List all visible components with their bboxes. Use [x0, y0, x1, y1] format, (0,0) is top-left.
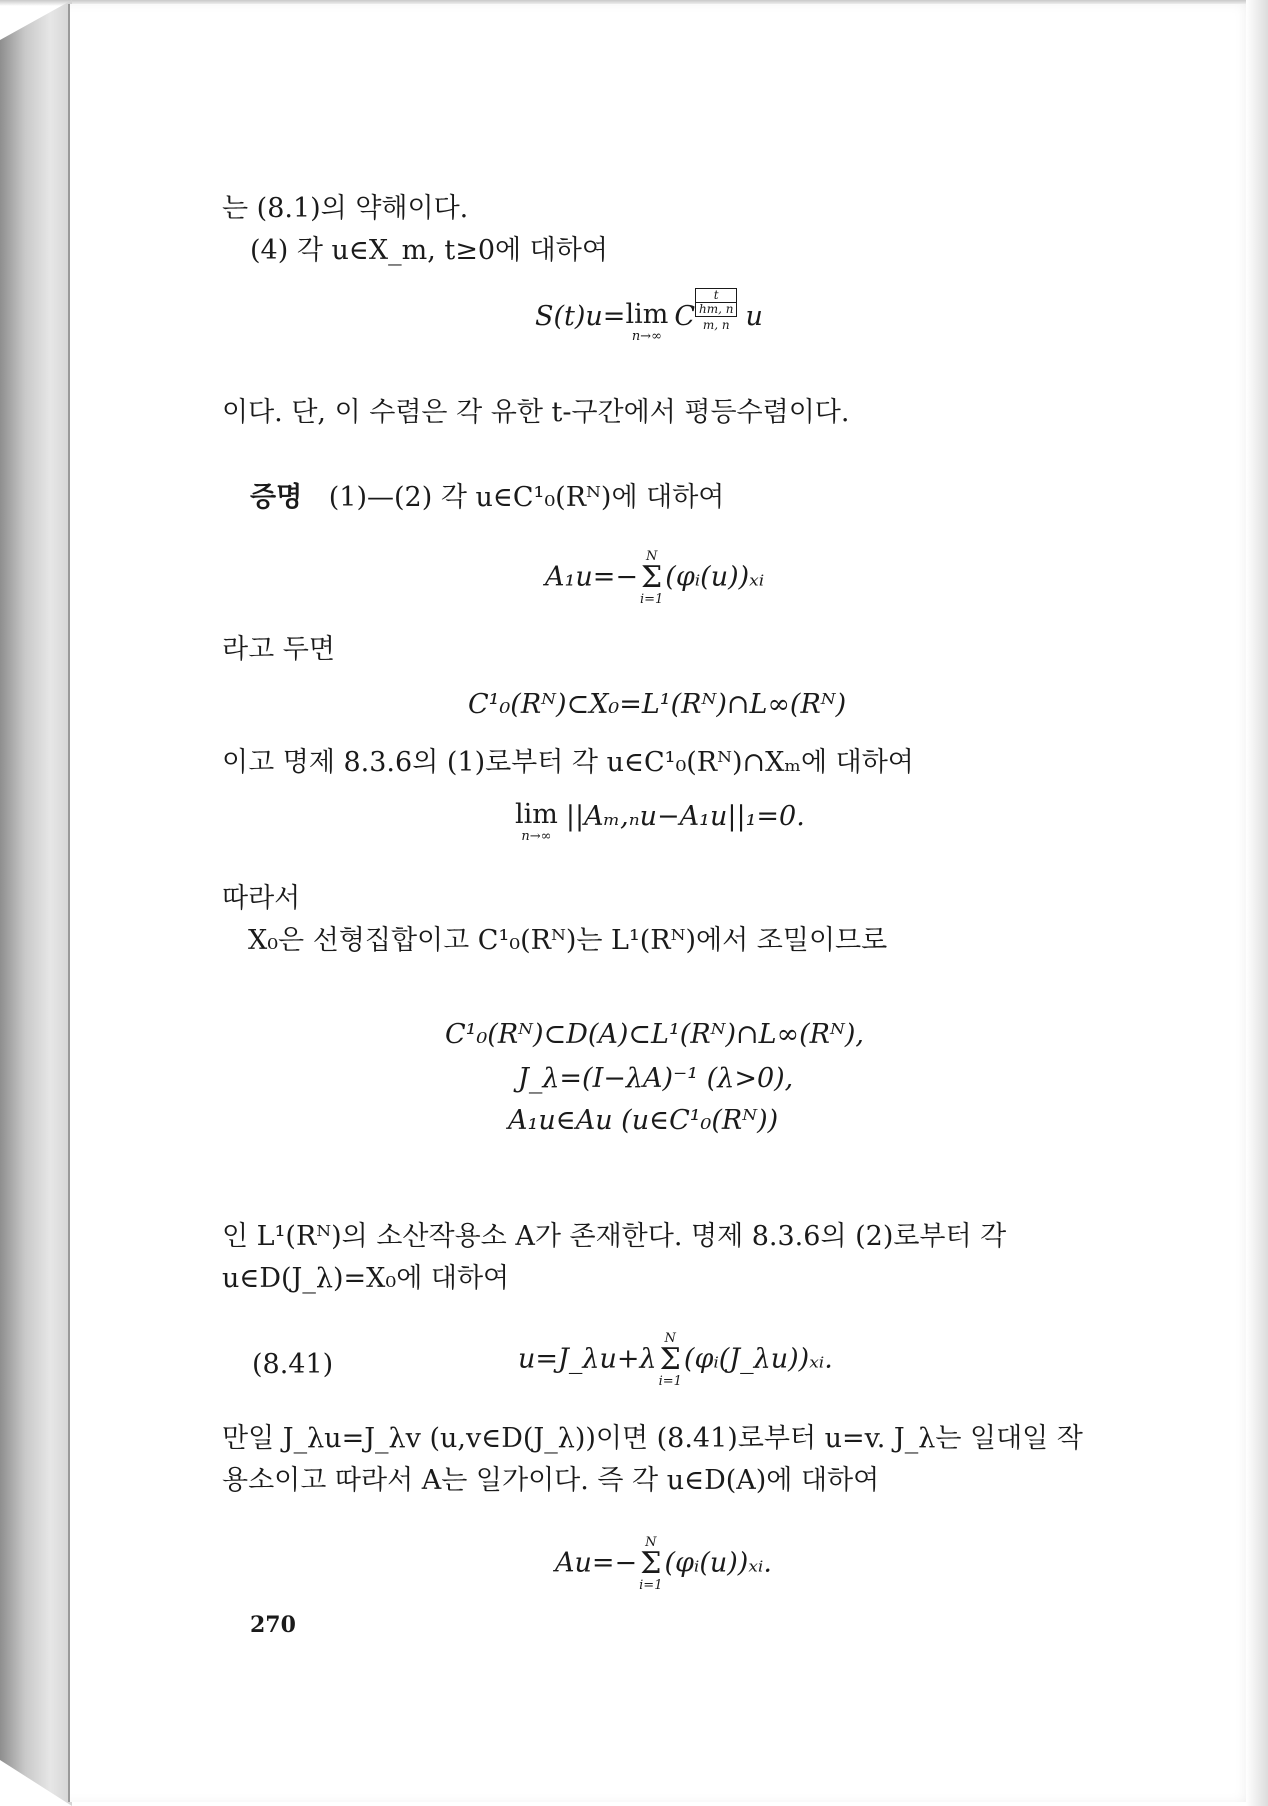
page-right-shadow — [1246, 0, 1268, 1806]
equation-A1 — [545, 550, 764, 606]
equation-Au — [555, 1536, 772, 1592]
book-spine — [0, 0, 72, 1806]
equation-number: (8.41) — [252, 1349, 334, 1380]
limit-operator — [625, 300, 668, 343]
text-line: 이다. 단, 이 수렴은 각 유한 t-구간에서 평등수렴이다. — [222, 397, 850, 428]
text-line: 따라서 — [222, 883, 301, 914]
sum-upper: N — [664, 1331, 676, 1346]
text-line: 이고 명제 8.3.6의 (1)로부터 각 u∈C¹₀(Rᴺ)∩Xₘ에 대하여 — [222, 747, 914, 778]
equation-inclusion: C¹₀(Rᴺ)⊂X₀=L¹(Rᴺ)∩L∞(Rᴺ) — [468, 689, 847, 720]
equation-rhs: (φᵢ(u))ₓᵢ — [665, 561, 765, 593]
equation-lhs: S(t)u= — [535, 301, 626, 332]
limit-operator — [515, 800, 558, 843]
equation-extension: A₁u∈Au (u∈C¹₀(Rᴺ)) — [508, 1105, 779, 1136]
sigma-symbol: Σ — [641, 560, 663, 595]
proof-text: (1)—(2) 각 u∈C¹₀(Rᴺ)에 대하여 — [328, 482, 725, 513]
text-line: 는 (8.1)의 약해이다. — [222, 193, 469, 224]
equation-semigroup-limit — [535, 288, 763, 344]
text-line: 라고 두면 — [222, 634, 335, 665]
equation-lhs: u=J_λu+λ — [518, 1343, 657, 1375]
text-line: (4) 각 u∈X_m, t≥0에 대하여 — [250, 235, 608, 266]
sigma-symbol: Σ — [659, 1342, 681, 1377]
text-line: X₀은 선형집합이고 C¹₀(Rᴺ)는 L¹(Rᴺ)에서 조밀이므로 — [248, 925, 888, 956]
equation-domain: C¹₀(Rᴺ)⊂D(A)⊂L¹(Rᴺ)∩L∞(Rᴺ), — [445, 1019, 864, 1050]
sum-lower: i=1 — [639, 592, 664, 607]
proof-line — [250, 481, 724, 515]
sum-lower: i=1 — [639, 1578, 663, 1593]
limit-word: lim — [515, 799, 558, 830]
equation-tail: u — [745, 301, 763, 332]
exponent-denominator: hm, n — [695, 302, 737, 317]
exponent-block — [695, 288, 737, 332]
limit-word: lim — [625, 299, 669, 330]
summation — [639, 1536, 662, 1592]
limit-subscript: n→∞ — [521, 829, 552, 844]
sigma-symbol: Σ — [640, 1546, 662, 1581]
sum-upper: N — [645, 1535, 657, 1550]
text-line: 용소이고 따라서 A는 일가이다. 즉 각 u∈D(A)에 대하여 — [222, 1465, 880, 1496]
equation-limit-norm — [515, 800, 805, 843]
equation-lhs: A₁u=− — [545, 561, 638, 593]
C-subscript: m, n — [702, 318, 730, 332]
operator-C: C — [674, 301, 695, 332]
equation-rhs: ||Aₘ,ₙu−A₁u||₁=0. — [565, 801, 805, 832]
summation — [640, 550, 663, 606]
text-line: 인 L¹(Rᴺ)의 소산작용소 A가 존재한다. 명제 8.3.6의 (2)로부터 각 — [222, 1221, 1007, 1252]
equation-rhs: (φᵢ(u))ₓᵢ. — [664, 1547, 772, 1579]
exponent-numerator: t — [695, 288, 737, 302]
proof-label: 증명 — [250, 482, 303, 513]
sum-lower: i=1 — [658, 1374, 682, 1389]
equation-rhs: (φᵢ(J_λu))ₓᵢ. — [683, 1343, 833, 1375]
equation-resolvent: J_λ=(I−λA)⁻¹ (λ>0), — [518, 1063, 794, 1094]
limit-subscript: n→∞ — [631, 329, 662, 344]
equation-lhs: Au=− — [555, 1547, 638, 1579]
sum-upper: N — [645, 549, 658, 564]
equation-841 — [518, 1332, 833, 1388]
page-number: 270 — [250, 1612, 296, 1638]
summation — [659, 1332, 682, 1388]
text-line: u∈D(J_λ)=X₀에 대하여 — [222, 1263, 510, 1294]
text-line: 만일 J_λu=J_λv (u,v∈D(J_λ))이면 (8.41)로부터 u=v. J_λ는 일대일 작 — [222, 1423, 1083, 1454]
